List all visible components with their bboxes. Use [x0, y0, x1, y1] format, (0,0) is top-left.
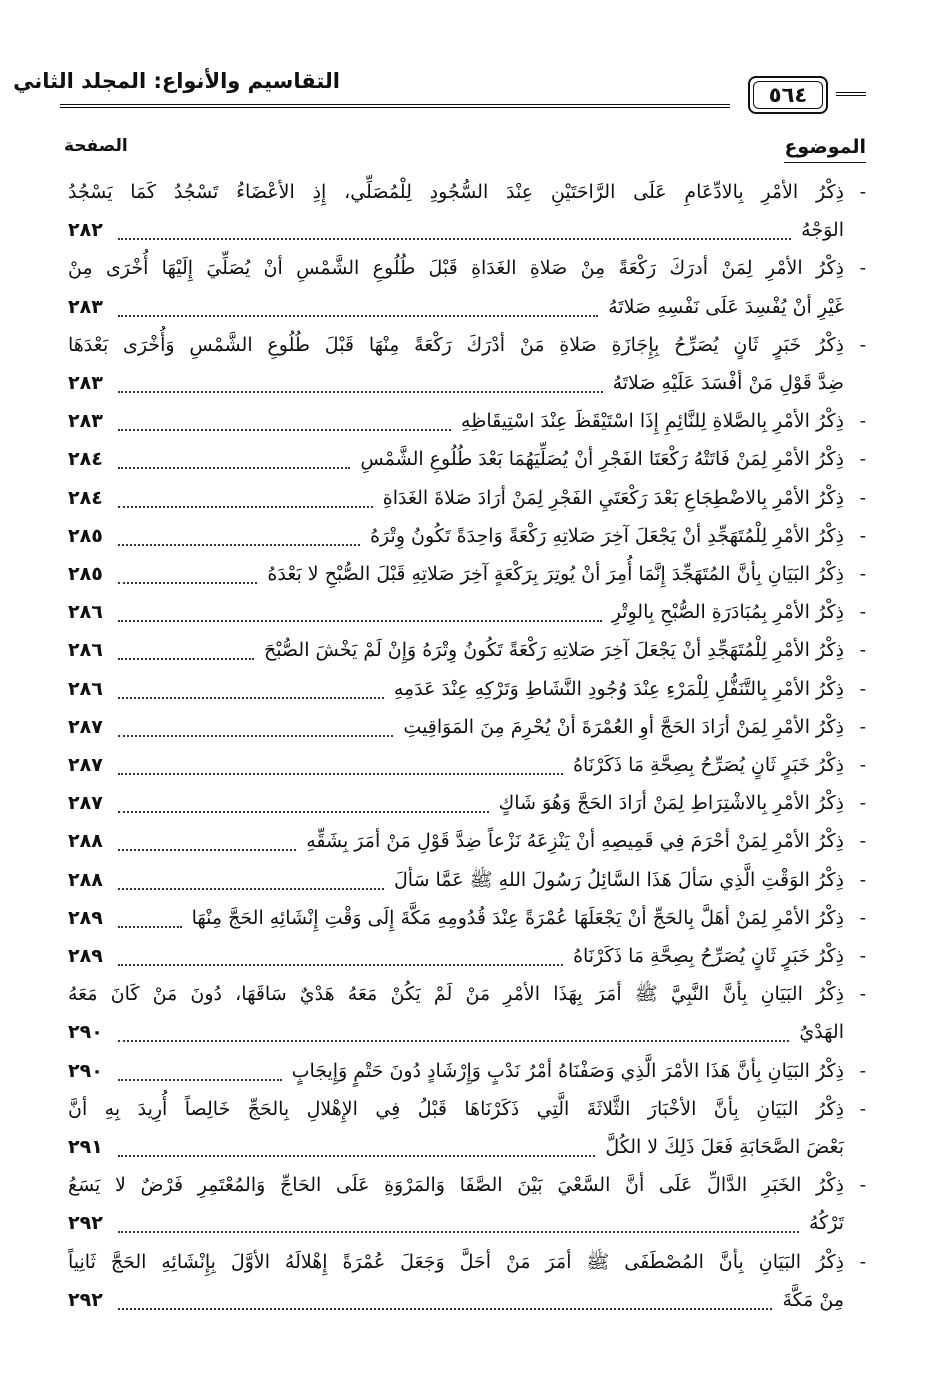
page-number-frame: [748, 76, 828, 114]
entry-bullet: -: [859, 983, 866, 1006]
entry-line: [60, 480, 866, 518]
header-rule-right: [836, 92, 866, 96]
toc-entry: [60, 441, 866, 479]
entry-line: [60, 594, 866, 632]
entry-text: ذِكْرُ خَبَرٍ ثَانٍ يُصَرِّحُ بِصِحَّةِ مَا ذَكَرْنَاهُ: [573, 945, 844, 967]
entry-text: ذِكْرُ البَيَانِ بِأنَّ هَذَا الأمْرَ الَّذِي وَصَفْنَاهُ أمْرُ نَدْبٍ وَإِرْشَادٍ دُونَ حَتْمٍ وَإِيجَابٍ: [291, 1059, 844, 1082]
entry-line: [60, 250, 866, 288]
entry-line: [60, 900, 866, 938]
entry-page-number: ٢٨٤: [68, 486, 103, 509]
entry-page-number: ٢٩٠: [68, 1059, 103, 1082]
entry-page-number: ٢٨٨: [68, 868, 103, 891]
entry-page-number: ٢٨٧: [68, 715, 103, 738]
entry-line: [60, 1205, 866, 1243]
entry-bullet: -: [859, 945, 866, 967]
entry-line: [60, 823, 866, 861]
entry-bullet: -: [859, 792, 866, 815]
dot-leader: [118, 771, 563, 775]
entry-text: ذِكْرُ الأمْرِ لِمَنْ أحْرَمَ فِي قَمِيصِهِ أنْ يَنْزِعَهُ نَزْعاً ضِدَّ قَوْلِ مَنْ أمَرَ بِشَقِّهِ: [306, 830, 844, 853]
column-heading-page: الصفحة: [64, 136, 128, 156]
dot-leader: [118, 1306, 772, 1310]
toc-entry: [60, 1053, 866, 1091]
entry-bullet: -: [859, 448, 866, 471]
page-number: ٥٦٤: [753, 81, 823, 109]
entry-page-number: ٢٨٣: [68, 295, 103, 318]
header-rule: [60, 104, 730, 108]
entry-page-number: ٢٨٩: [68, 906, 103, 929]
entry-bullet: -: [859, 715, 866, 738]
toc-entry: [60, 480, 866, 518]
entry-line: [60, 518, 866, 556]
entry-bullet: -: [859, 868, 866, 891]
entry-text: ذِكْرُ خَبَرٍ ثَانٍ يُصَرِّحُ بِصِحَّةِ مَا ذَكَرْنَاهُ: [573, 754, 844, 776]
entry-line: [60, 365, 866, 403]
entry-line: [60, 174, 866, 212]
entry-bullet: -: [859, 1059, 866, 1082]
entry-text: ذِكْرُ الأمْرِ لِلْمُتَهَجِّدِ أنْ يَجْعَلَ آخِرَ صَلاتِهِ رَكْعَةً تَكُونُ وِتْرَهُ وَإِنْ لَمْ يَخْشَ الصُّبْحَ: [263, 639, 844, 662]
entry-line: [60, 212, 866, 250]
entry-text: ذِكْرُ الأمْرِ لِلْمُتَهَجِّدِ أنْ يَجْعَلَ آخِرَ صَلاتِهِ رَكْعَةً وَاحِدَةً تَكُونُ وِتْرَهُ: [370, 524, 844, 547]
toc-entry: [60, 1091, 866, 1167]
entry-page-number: ٢٨٦: [68, 639, 103, 662]
toc-entry: [60, 747, 866, 785]
dot-leader: [118, 236, 791, 240]
entry-text: ذِكْرُ الأمْرِ لِمَنْ أرَادَ الحَجَّ أوِ العُمْرَةَ أنْ يُحْرِمَ مِنَ المَوَاقِيتِ: [403, 715, 844, 738]
entry-bullet: -: [859, 410, 866, 433]
dot-leader: [118, 1153, 595, 1157]
entry-line: [60, 1014, 866, 1052]
entry-text: ذِكْرُ الأمْرِ لِمَنْ أدرَكَ رَكْعَةً مِنْ صَلاةِ الغَدَاةِ قَبْلَ طُلُوعِ الشَّمْسِ أنْ يُصَلِّيَ إِلَيْهَا أُخْرَى مِنْ: [68, 257, 844, 280]
dot-leader: [118, 580, 257, 584]
running-title: التقاسيم والأنواع: المجلد الثاني: [13, 69, 340, 93]
entry-bullet: -: [859, 257, 866, 280]
toc-entry: [60, 900, 866, 938]
dot-leader: [118, 886, 384, 890]
entry-line: [60, 747, 866, 785]
entry-line: [60, 632, 866, 670]
toc-entry: [60, 556, 866, 594]
entry-text: ذِكْرُ الأمْرِ بِالتَّنَفُّلِ لِلْمَرْءِ عِنْدَ وُجُودِ النَّشَاطِ وَتَرْكِهِ عِنْدَ عَدَمِهِ: [393, 677, 844, 700]
dot-leader: [118, 1077, 282, 1081]
dot-leader: [118, 733, 393, 737]
entry-line: [60, 1167, 866, 1205]
entry-page-number: ٢٨٤: [68, 448, 103, 471]
page: [13, 66, 866, 1346]
entry-line: [60, 1053, 866, 1091]
entry-line: [60, 327, 866, 365]
entry-line: [60, 1091, 866, 1129]
toc-entry: [60, 823, 866, 861]
toc-entry: [60, 250, 866, 326]
entry-page-number: ٢٩١: [68, 1135, 103, 1158]
dot-leader: [118, 1229, 799, 1233]
entry-bullet: -: [859, 486, 866, 509]
entry-page-number: ٢٨٦: [68, 601, 103, 624]
entry-text: ذِكْرُ الأمْرِ لِمَنْ فَاتَتْهُ رَكْعَتَا الفَجْرِ أنْ يُصَلِّيَهُمَا بَعْدَ طُلُوعِ الشَّمْسِ: [360, 448, 844, 471]
toc-entry: [60, 174, 866, 250]
entry-line: [60, 441, 866, 479]
entry-line: [60, 1129, 866, 1167]
dot-leader: [118, 809, 489, 813]
entry-line: [60, 709, 866, 747]
entry-bullet: -: [859, 181, 866, 203]
dot-leader: [118, 618, 602, 622]
entry-bullet: -: [859, 601, 866, 624]
entry-page-number: ٢٨٢: [68, 219, 103, 242]
toc-entry: [60, 518, 866, 556]
dot-leader: [118, 695, 384, 699]
dot-leader: [118, 962, 563, 966]
entry-bullet: -: [859, 333, 866, 356]
entry-bullet: -: [859, 830, 866, 853]
toc-entry: [60, 862, 866, 900]
entry-bullet: -: [859, 677, 866, 700]
running-header: [13, 66, 866, 114]
entry-page-number: ٢٨٦: [68, 677, 103, 700]
entry-text: ذِكْرُ الأمْرِ لِمَنْ أهَلَّ بِالحَجِّ أنْ يَجْعَلَهَا عُمْرَةً عِنْدَ قُدُومِهِ مَكَّةَ إِلَى وَقْتِ إِنْشَائِهِ الحَجَّ مِنْهَا: [191, 906, 844, 929]
entry-text: ذِكْرُ الأمْرِ بِالاضْطِجَاعِ بَعْدَ رَكْعَتَيِ الفَجْرِ لِمَنْ أرَادَ صَلاةَ الغَدَاةِ: [382, 486, 844, 509]
toc-entry: [60, 709, 866, 747]
entry-line: [60, 1282, 866, 1320]
entry-page-number: ٢٨٩: [68, 945, 103, 967]
toc-entry: [60, 327, 866, 403]
entry-line: [60, 1244, 866, 1282]
dot-leader: [118, 313, 598, 317]
entry-line: [60, 289, 866, 327]
entry-text: ذِكْرُ البَيَانِ بِأنَّ المُتَهَجِّدَ إِنَّمَا أُمِرَ أنْ يُوتِرَ بِرَكْعَةٍ آخِرَ صَلاتِهِ قَبْلَ الصُّبْحِ لا بَعْدَهُ: [267, 563, 844, 585]
toc-entry: [60, 785, 866, 823]
entry-page-number: ٢٨٧: [68, 754, 103, 776]
entry-text: ذِكْرُ الأمْرِ بِالادِّعَامِ عَلَى الرَّاحَتَيْنِ عِنْدَ السُّجُودِ لِلْمُصَلِّي، إِذِ الأعْضَاءُ تَسْجُدُ كَمَا يَسْجُدُ: [68, 181, 844, 203]
entry-text: ذِكْرُ الأمْرِ بِمُبَادَرَةِ الصُّبْحِ بِالوِتْرِ: [611, 601, 844, 624]
entry-line: [60, 785, 866, 823]
entry-text: ذِكْرُ خَبَرٍ ثَانٍ يُصَرِّحُ بِإِجَازَةِ صَلاةِ مَنْ أدْرَكَ رَكْعَةً مِنْهَا قَبْلَ طُلُوعِ الشَّمْسِ وَأُخْرَى بَعْدَهَا: [68, 333, 844, 356]
column-heading-topic: الموضوع: [784, 136, 866, 163]
entry-page-number: ٢٩٢: [68, 1288, 103, 1311]
entry-page-number: ٢٩٢: [68, 1212, 103, 1235]
entry-text: الوَجْهُ: [801, 219, 844, 242]
entry-page-number: ٢٨٨: [68, 830, 103, 853]
entry-text: الهَدْيُ: [799, 1021, 844, 1044]
toc-entry: [60, 976, 866, 1052]
entry-text: ذِكْرُ الخَبَرِ الدَّالِّ عَلَى أنَّ السَّعْيَ بَيْنَ الصَّفَا وَالمَرْوَةِ عَلَى الحَاجِّ وَالمُعْتَمِرِ فَرْضٌ لا يَسَعُ: [68, 1174, 844, 1197]
entry-line: [60, 862, 866, 900]
dot-leader: [118, 504, 373, 508]
entry-page-number: ٢٨٥: [68, 524, 103, 547]
entry-line: [60, 938, 866, 976]
toc-entry: [60, 1244, 866, 1320]
dot-leader: [118, 427, 451, 431]
entry-bullet: -: [859, 754, 866, 776]
entry-text: ذِكْرُ الأمْرِ بِالاشْتِرَاطِ لِمَنْ أرَادَ الحَجَّ وَهُوَ شَاكٍ: [498, 792, 844, 815]
entry-text: ضِدَّ قَوْلِ مَنْ أفْسَدَ عَلَيْهِ صَلاتَهُ: [612, 371, 844, 394]
entry-bullet: -: [859, 1174, 866, 1197]
dot-leader: [118, 847, 296, 851]
entry-line: [60, 556, 866, 594]
dot-leader: [118, 465, 350, 469]
toc-entry: [60, 632, 866, 670]
entry-bullet: -: [859, 1250, 866, 1273]
entry-text: ذِكْرُ الأمْرِ بِالصَّلاةِ لِلنَّائِمِ إِذَا اسْتَيْقَظَ عِنْدَ اسْتِيقَاظِهِ: [461, 410, 844, 433]
dot-leader: [118, 542, 360, 546]
dot-leader: [118, 1038, 789, 1042]
entry-text: غَيْرِ أنْ يُفْسِدَ عَلَى نَفْسِهِ صَلاتَهُ: [608, 295, 844, 318]
toc-entry: [60, 1167, 866, 1243]
entry-page-number: ٢٨٣: [68, 371, 103, 394]
entry-line: [60, 976, 866, 1014]
toc-entry: [60, 671, 866, 709]
entry-page-number: ٢٨٧: [68, 792, 103, 815]
entry-bullet: -: [859, 639, 866, 662]
entry-bullet: -: [859, 524, 866, 547]
dot-leader: [118, 389, 603, 393]
entry-bullet: -: [859, 1097, 866, 1120]
entry-text: تَرْكُهُ: [808, 1212, 844, 1235]
entry-page-number: ٢٨٥: [68, 563, 103, 585]
entry-bullet: -: [859, 563, 866, 585]
toc-entry: [60, 938, 866, 976]
entry-page-number: ٢٨٣: [68, 410, 103, 433]
entry-line: [60, 671, 866, 709]
entry-text: مِنْ مَكَّةَ: [782, 1288, 844, 1311]
dot-leader: [118, 656, 254, 660]
entry-text: بَعْضَ الصَّحَابَةِ فَعَلَ ذَلِكَ لا الكُلَّ: [605, 1135, 844, 1158]
toc-entry: [60, 594, 866, 632]
entry-text: ذِكْرُ البَيَانِ بِأنَّ النَّبِيَّ ﷺ أمَرَ بِهَذَا الأمْرِ مَنْ لَمْ يَكُنْ مَعَهُ هَدْيٌ سَاقَهَا، دُونَ مَنْ كَانَ مَعَهُ: [68, 983, 844, 1006]
toc-entry: [60, 403, 866, 441]
entry-line: [60, 403, 866, 441]
entry-text: ذِكْرُ الوَقْتِ الَّذِي سَألَ هَذَا السَّائِلُ رَسُولَ اللهِ ﷺ عَمَّا سَألَ: [393, 868, 844, 891]
dot-leader: [118, 924, 182, 928]
entry-text: ذِكْرُ البَيَانِ بِأنَّ الأخْبَارَ الثَّلاثَةَ الَّتِي ذَكَرْنَاهَا قَبْلُ فِي الإِهْلالِ بِالحَجِّ خَالِصاً أُرِيدَ بِهِ أنَّ: [68, 1097, 844, 1120]
entry-page-number: ٢٩٠: [68, 1021, 103, 1044]
entry-bullet: -: [859, 906, 866, 929]
entry-text: ذِكْرُ البَيَانِ بِأنَّ المُصْطَفَى ﷺ أمَرَ مَنْ أحَلَّ وَجَعَلَ عُمْرَةً إِهْلالَهُ الأوَّلَ بِإِنْشَائِهِ الحَجَّ ثَانِياً: [68, 1250, 844, 1273]
